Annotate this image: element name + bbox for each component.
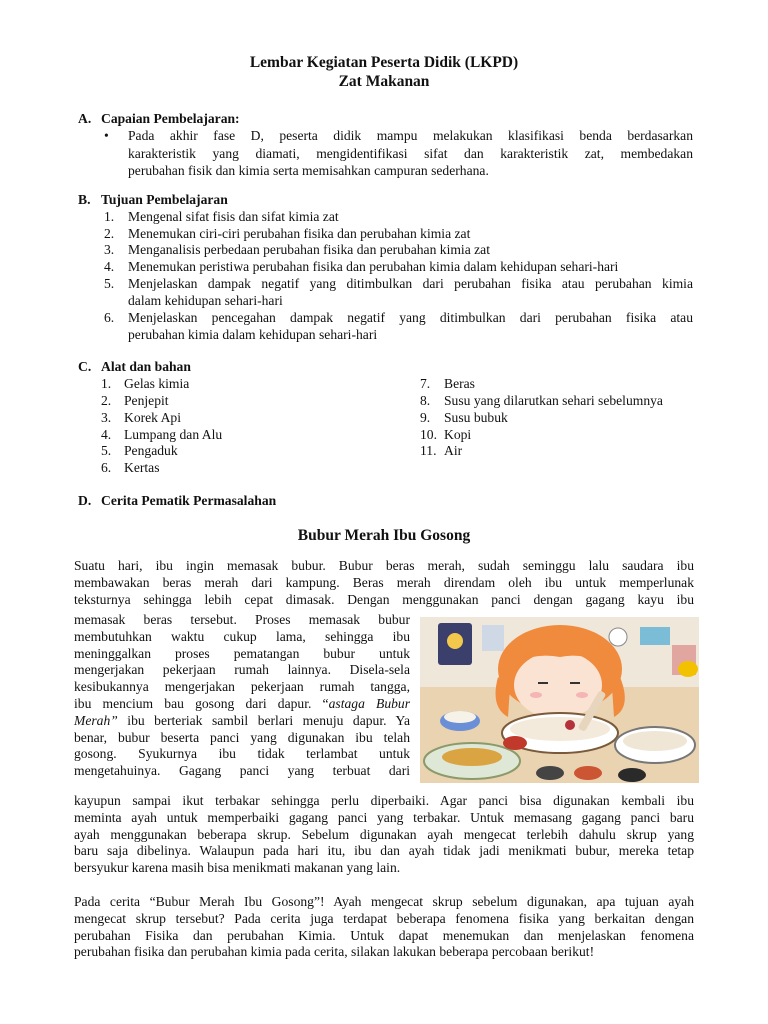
story-intro-paragraph (74, 558, 694, 608)
story-line: baru saja dibelinya. Walaupun pada hari itu, ibu dan ayah tidak jadi menikmati bubur, mereka tetap (74, 843, 694, 859)
tool-item: Gelas kimia (124, 376, 190, 391)
cooking-illustration (420, 617, 699, 783)
story-line: benar, bubur beserta panci yang digunakan ibu telah (74, 729, 410, 745)
tool-item: Korek Api (124, 410, 182, 425)
section-b-heading: Tujuan Pembelajaran (101, 192, 228, 207)
tool-item: Kertas (124, 460, 160, 475)
title-line-2: Zat Makanan (338, 73, 430, 90)
tool-number: 3. (101, 410, 112, 425)
story-wrapped-text (74, 612, 410, 780)
tool-item: Pengaduk (124, 443, 178, 458)
material-item: Kopi (444, 427, 472, 442)
tool-number: 6. (101, 460, 112, 475)
tool-item: Lumpang dan Alu (124, 427, 223, 442)
material-item: Beras (444, 376, 475, 391)
story-line: mengerjakan pekerjaan rumah lainnya. Disela-sela (74, 662, 410, 678)
story-line: membawakan beras merah dari kampung. Beras merah direndam oleh ibu untuk memperlunak (74, 574, 694, 590)
goal-text-cont: dalam kehidupan sehari-hari (128, 293, 283, 308)
story-ending-paragraph (74, 793, 694, 877)
section-c-label: C. (78, 359, 92, 374)
question-paragraph (74, 894, 694, 961)
material-number: 11. (420, 443, 437, 458)
section-a-line-3: perubahan fisik dan kimia serta memisahkan campuran sederhana. (128, 163, 489, 178)
question-line: perubahan Fisika dan perubahan Kimia. Untuk dapat menemukan dan menjelaskan fenomena (74, 927, 694, 943)
material-number: 7. (420, 376, 431, 391)
section-a-line-1: Pada akhir fase D, peserta didik mampu melakukan klasifikasi benda berdasarkan (128, 128, 693, 143)
goal-number: 3. (104, 242, 115, 257)
tool-number: 4. (101, 427, 112, 442)
story-line: ayah menggunakan beberapa skrup. Sebelum digunakan ayah mengecat terlebih dahulu skrup yang (74, 826, 694, 842)
goal-number: 4. (104, 259, 115, 274)
question-line: mengecat skrup tersebut? Pada cerita juga terdapat beberapa fenomena fisika yang berkaitan dengan (74, 910, 694, 926)
goal-number: 1. (104, 209, 115, 224)
goal-text: Mengenal sifat fisis dan sifat kimia zat (128, 209, 339, 224)
section-a-line-2: karakteristik yang diamati, mengidentifikasi sifat dan karakteristik zat, membedakan (128, 146, 693, 161)
story-title: Bubur Merah Ibu Gosong (297, 527, 471, 544)
goal-text: Menemukan peristiwa perubahan fisika dan perubahan kimia dalam kehidupan sehari-hari (128, 259, 619, 274)
tool-number: 2. (101, 393, 112, 408)
story-line: membutuhkan waktu cukup lama, sehingga ibu (74, 628, 410, 644)
story-line: mengetahuinya. Gagang panci yang terbuat dari (74, 763, 410, 779)
section-d-heading: Cerita Pematik Permasalahan (101, 493, 277, 508)
question-line: perubahan fisika dan perubahan kimia pada cerita, silakan lakukan beberapa percobaan berikut! (74, 944, 595, 960)
material-number: 10. (420, 427, 437, 442)
section-c-heading: Alat dan bahan (101, 359, 191, 374)
title-line-1: Lembar Kegiatan Peserta Didik (LKPD) (249, 54, 519, 71)
goal-number: 6. (104, 310, 115, 325)
goal-number: 5. (104, 276, 115, 291)
goal-text: Menganalisis perbedaan perubahan fisika dan perubahan kimia zat (128, 242, 490, 257)
goal-number: 2. (104, 226, 115, 241)
tool-number: 1. (101, 376, 112, 391)
section-d-label: D. (78, 493, 92, 508)
story-line-exclaim-cont: Merah” ibu berteriak sambil berlari menuju dapur. Ya (74, 712, 410, 728)
goal-text: Menjelaskan pencegahan dampak negatif yang ditimbulkan dari perubahan fisika atau (128, 310, 693, 325)
tool-item: Penjepit (124, 393, 169, 408)
material-number: 8. (420, 393, 431, 408)
story-line-exclaim: ibu mencium bau gosong dari dapur. “astaga Bubur (74, 695, 411, 711)
story-line: memasak beras tersebut. Proses memasak bubur (74, 612, 410, 627)
story-line: kayupun sampai ikut terbakar sehingga perlu diperbaiki. Agar panci bisa digunakan kembali ibu (74, 793, 694, 808)
italic-exclamation-end: Merah” (74, 712, 118, 728)
material-item: Susu yang dilarutkan sehari sebelumnya (444, 393, 663, 408)
story-line: meninggalkan proses pematangan bubur untuk (74, 645, 410, 661)
goal-text: Menemukan ciri-ciri perubahan fisika dan perubahan kimia zat (128, 226, 471, 241)
story-line: Suatu hari, ibu ingin memasak bubur. Bubur beras merah, sudah seminggu lalu saudara ibu (74, 558, 694, 573)
material-item: Susu bubuk (444, 410, 508, 425)
question-line: Pada cerita “Bubur Merah Ibu Gosong”! Ayah mengecat skrup sebelum digunakan, apa tujuan ayah (74, 894, 694, 909)
section-a-heading: Capaian Pembelajaran: (101, 111, 240, 126)
goal-text: Menjelaskan dampak negatif yang ditimbulkan dari perubahan fisika atau perubahan kimia (128, 276, 693, 291)
story-line: kesibukannya mengerjakan pekerjaan rumah tangga, (74, 679, 410, 695)
story-line: teksturnya sehingga lebih cepat dimasak. Dengan menggunakan panci dengan gagang kayu ibu (74, 591, 694, 607)
bullet-icon: • (104, 128, 109, 143)
story-line: meminta ayah untuk memperbaiki gagang panci yang terbakar. Untuk memasang gagang panci baru (74, 809, 694, 825)
goal-text-cont: perubahan kimia dalam kehidupan sehari-hari (128, 327, 378, 342)
material-number: 9. (420, 410, 431, 425)
section-b-label: B. (78, 192, 91, 207)
story-line: gosong. Syukurnya ibu tidak terlambat untuk (74, 746, 410, 762)
material-item: Air (444, 443, 463, 458)
section-a-label: A. (78, 111, 92, 126)
italic-exclamation: astaga Bubur (328, 695, 411, 711)
tool-number: 5. (101, 443, 112, 458)
document-title (0, 53, 768, 91)
story-line: bersyukur karena masih bisa menikmati makanan yang lain. (74, 860, 401, 876)
